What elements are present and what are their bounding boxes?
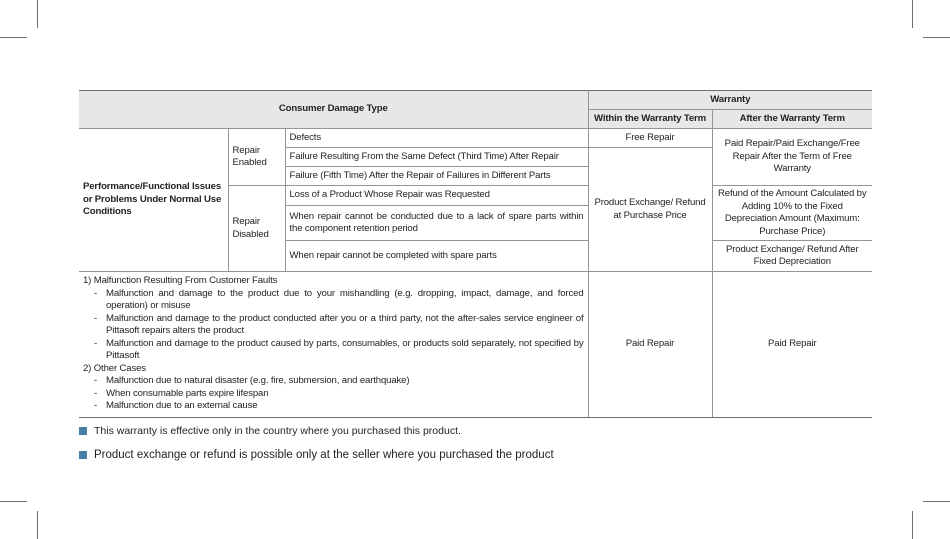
case-1-items: [83, 288, 584, 363]
faults-after-term-cell: Paid Repair: [712, 272, 872, 418]
crop-mark-bottom-right-vertical: [912, 511, 913, 539]
crop-mark-top-right-vertical: [912, 0, 913, 28]
crop-mark-top-right-horizontal: [923, 37, 950, 38]
exchange-fixed-depreciation-cell: Product Exchange/ Refund After Fixed Depreciation: [712, 241, 872, 272]
faults-within-term-cell: Paid Repair: [588, 272, 712, 418]
note-seller-text: Product exchange or refund is possible only at the seller where you purchased the product: [94, 449, 554, 461]
case-2-item: - Malfunction due to an external cause: [106, 400, 584, 413]
crop-mark-top-left-vertical: [37, 0, 38, 28]
row-same-defect-third-time: Failure Resulting From the Same Defect (Third Time) After Repair: [285, 148, 588, 167]
customer-faults-cell: [79, 272, 588, 418]
category-performance-issues: Performance/Functional Issues or Problems Under Normal Use Conditions: [79, 129, 228, 272]
header-warranty: Warranty: [588, 91, 872, 110]
header-within-warranty-term: Within the Warranty Term: [588, 110, 712, 129]
row-defects: Defects: [285, 129, 588, 148]
header-consumer-damage-type: Consumer Damage Type: [79, 91, 588, 129]
case-1-item: - Malfunction and damage to the product due to your mishandling (e.g. dropping, impact, damage, and forced operation) or misuse: [106, 288, 584, 313]
case-1-title: 1) Malfunction Resulting From Customer Faults: [83, 275, 278, 286]
note-seller: [79, 449, 554, 461]
case-2-title: 2) Other Cases: [83, 362, 146, 374]
fault-cases-list: [83, 275, 584, 413]
crop-mark-bottom-right-horizontal: [923, 501, 950, 502]
row-loss-of-product: Loss of a Product Whose Repair was Requested: [285, 186, 588, 206]
note-country: [79, 425, 461, 437]
case-2-item: - When consumable parts expire lifespan: [106, 388, 584, 401]
crop-mark-bottom-left-vertical: [37, 511, 38, 539]
note-country-text: This warranty is effective only in the country where you purchased this product.: [94, 425, 461, 437]
crop-mark-top-left-horizontal: [0, 37, 27, 38]
square-bullet-icon: [79, 451, 87, 459]
repair-disabled-label: Repair Disabled: [228, 186, 285, 272]
free-repair-cell: Free Repair: [588, 129, 712, 148]
case-1-item: - Malfunction and damage to the product caused by parts, consumables, or products sold separately, not specified by Pittasoft: [106, 338, 584, 363]
row-spare-parts-incomplete: When repair cannot be completed with spare parts: [285, 241, 588, 272]
row-lack-of-spare-parts: When repair cannot be conducted due to a lack of spare parts within the component retention period: [285, 206, 588, 241]
case-1-item: - Malfunction and damage to the product conducted after you or a third party, not the after-sales service engineer of Pittasoft repairs alters the product: [106, 313, 584, 338]
case-2-item: - Malfunction due to natural disaster (e.g. fire, submersion, and earthquake): [106, 375, 584, 388]
case-1: [83, 275, 584, 363]
case-2: [83, 363, 584, 413]
paid-after-term-cell: Paid Repair/Paid Exchange/Free Repair After the Term of Free Warranty: [712, 129, 872, 186]
crop-mark-bottom-left-horizontal: [0, 501, 27, 502]
warranty-table: [79, 90, 872, 418]
repair-enabled-label: Repair Enabled: [228, 129, 285, 186]
square-bullet-icon: [79, 427, 87, 435]
exchange-refund-purchase-cell: Product Exchange/ Refund at Purchase Price: [588, 148, 712, 272]
row-fifth-time-failure: Failure (Fifth Time) After the Repair of Failures in Different Parts: [285, 167, 588, 186]
refund-depreciation-cell: Refund of the Amount Calculated by Adding 10% to the Fixed Depreciation Amount (Maximum: Purchase Price): [712, 186, 872, 241]
header-after-warranty-term: After the Warranty Term: [712, 110, 872, 129]
case-2-items: [83, 375, 584, 413]
